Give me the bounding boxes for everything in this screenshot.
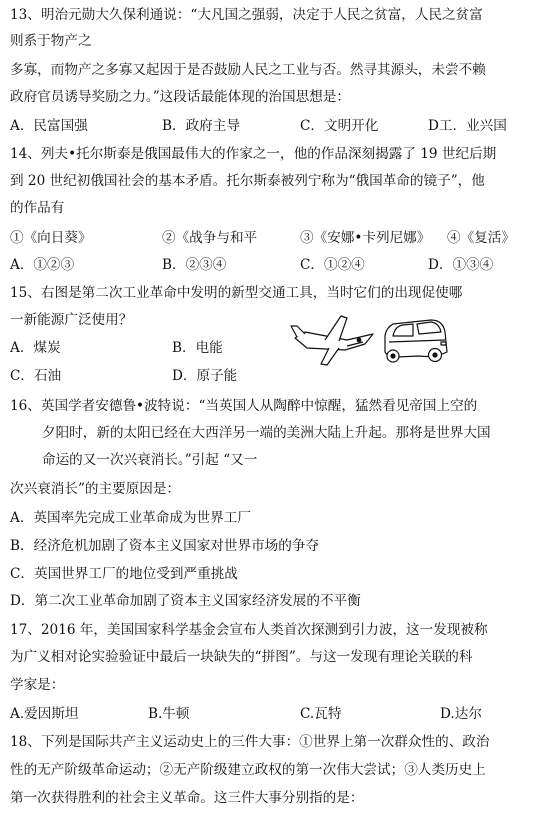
q15-option-d: D．原子能 bbox=[172, 368, 238, 384]
q15-option-b: B．电能 bbox=[172, 340, 223, 356]
q13-option-b: B．政府主导 bbox=[162, 118, 240, 134]
q16-option-c: C．英国世界工厂的地位受到严重挑战 bbox=[10, 566, 238, 582]
q17-stem-line-2: 为广义相对论实验验证中最后一块缺失的“拼图”。与这一发现有理论关联的科 bbox=[10, 649, 473, 665]
q13-option-a: A．民富国强 bbox=[10, 118, 88, 134]
car-icon bbox=[385, 320, 447, 362]
q15-option-c: C．石油 bbox=[10, 368, 62, 384]
q13-stem-line-2: 则系于物产之 bbox=[10, 33, 92, 49]
q13-option-c: C．文明开化 bbox=[300, 118, 379, 134]
q17-stem-line-3: 学家是： bbox=[10, 677, 65, 693]
q16-option-b: B．经济危机加剧了资本主义国家对世界市场的争夺 bbox=[10, 538, 320, 554]
q14-work-3: ③《安娜•卡列尼娜》 bbox=[300, 230, 431, 246]
q16-stem-line-1: 16、英国学者安德鲁•波特说：“当英国人从陶醉中惊醒，猛然看见帝国上空的 bbox=[10, 398, 478, 414]
airplane-icon bbox=[291, 316, 373, 365]
transport-illustration bbox=[285, 310, 455, 370]
q14-work-4: ④《复活》 bbox=[447, 230, 515, 246]
q14-work-1: ①《向日葵》 bbox=[10, 230, 92, 246]
q16-option-a: A．英国率先完成工业革命成为世界工厂 bbox=[10, 510, 251, 526]
q17-stem-line-1: 17、2016 年，美国国家科学基金会宣布人类首次探测到引力波，这一发现被称 bbox=[10, 622, 488, 638]
q15-stem-line-1: 15、右图是第二次工业革命中发明的新型交通工具，当时它们的出现促使哪 bbox=[10, 285, 463, 301]
q14-option-b: B．②③④ bbox=[162, 257, 227, 273]
q15-stem-line-2: 一新能源广泛使用？ bbox=[10, 312, 133, 328]
q16-option-d: D．第二次工业革命加剧了资本主义国家经济发展的不平衡 bbox=[10, 593, 361, 609]
q14-work-2: ②《战争与和平 bbox=[162, 230, 258, 246]
q13-stem-line-3: 多寡，而物产之多寡又起因于是否鼓励人民之工业与否。然寻其源头，未尝不赖 bbox=[10, 62, 486, 78]
q17-option-c: C.瓦特 bbox=[300, 706, 342, 722]
q13-option-d: D工．业兴国 bbox=[428, 118, 507, 134]
q18-stem-line-3: 第一次获得胜利的社会主义革命。这三件大事分别指的是： bbox=[10, 790, 364, 806]
q17-option-a: A.爱因斯坦 bbox=[10, 706, 79, 722]
q13-stem-line-1: 13、明治元勋大久保利通说：“大凡国之强弱，决定于人民之贫富，人民之贫富 bbox=[10, 7, 483, 23]
q14-stem-line-3: 的作品有 bbox=[10, 200, 65, 216]
q14-option-c: C．①②④ bbox=[300, 257, 365, 273]
q14-option-a: A．①②③ bbox=[10, 257, 75, 273]
q14-stem-line-1: 14、列夫•托尔斯泰是俄国最伟大的作家之一，他的作品深刻揭露了 19 世纪后期 bbox=[10, 146, 497, 162]
q17-option-b: B.牛顿 bbox=[148, 706, 190, 722]
q16-stem-line-4: 次兴衰消长”的主要原因是： bbox=[10, 481, 181, 497]
q18-stem-line-2: 性的无产阶级革命运动；②无产阶级建立政权的第一次伟大尝试；③人类历史上 bbox=[10, 762, 486, 778]
q14-option-d: D．①③④ bbox=[428, 257, 494, 273]
q16-stem-line-3: 命运的又一次兴衰消长。”引起 “又一 bbox=[42, 452, 258, 468]
q17-option-d: D.达尔 bbox=[440, 706, 482, 722]
q13-stem-line-4: 政府官员诱导奖励之力。”这段话最能体现的治国思想是： bbox=[10, 89, 350, 105]
q18-stem-line-1: 18、下列是国际共产主义运动史上的三件大事：①世界上第一次群众性的、政治 bbox=[10, 734, 490, 750]
q16-stem-line-2: 夕阳时，新的太阳已经在大西洋另一端的美洲大陆上升起。那将是世界大国 bbox=[42, 425, 491, 441]
q14-stem-line-2: 到 20 世纪初俄国社会的基本矛盾。托尔斯泰被列宁称为“俄国革命的镜子”，他 bbox=[10, 173, 485, 189]
q15-option-a: A．煤炭 bbox=[10, 340, 61, 356]
